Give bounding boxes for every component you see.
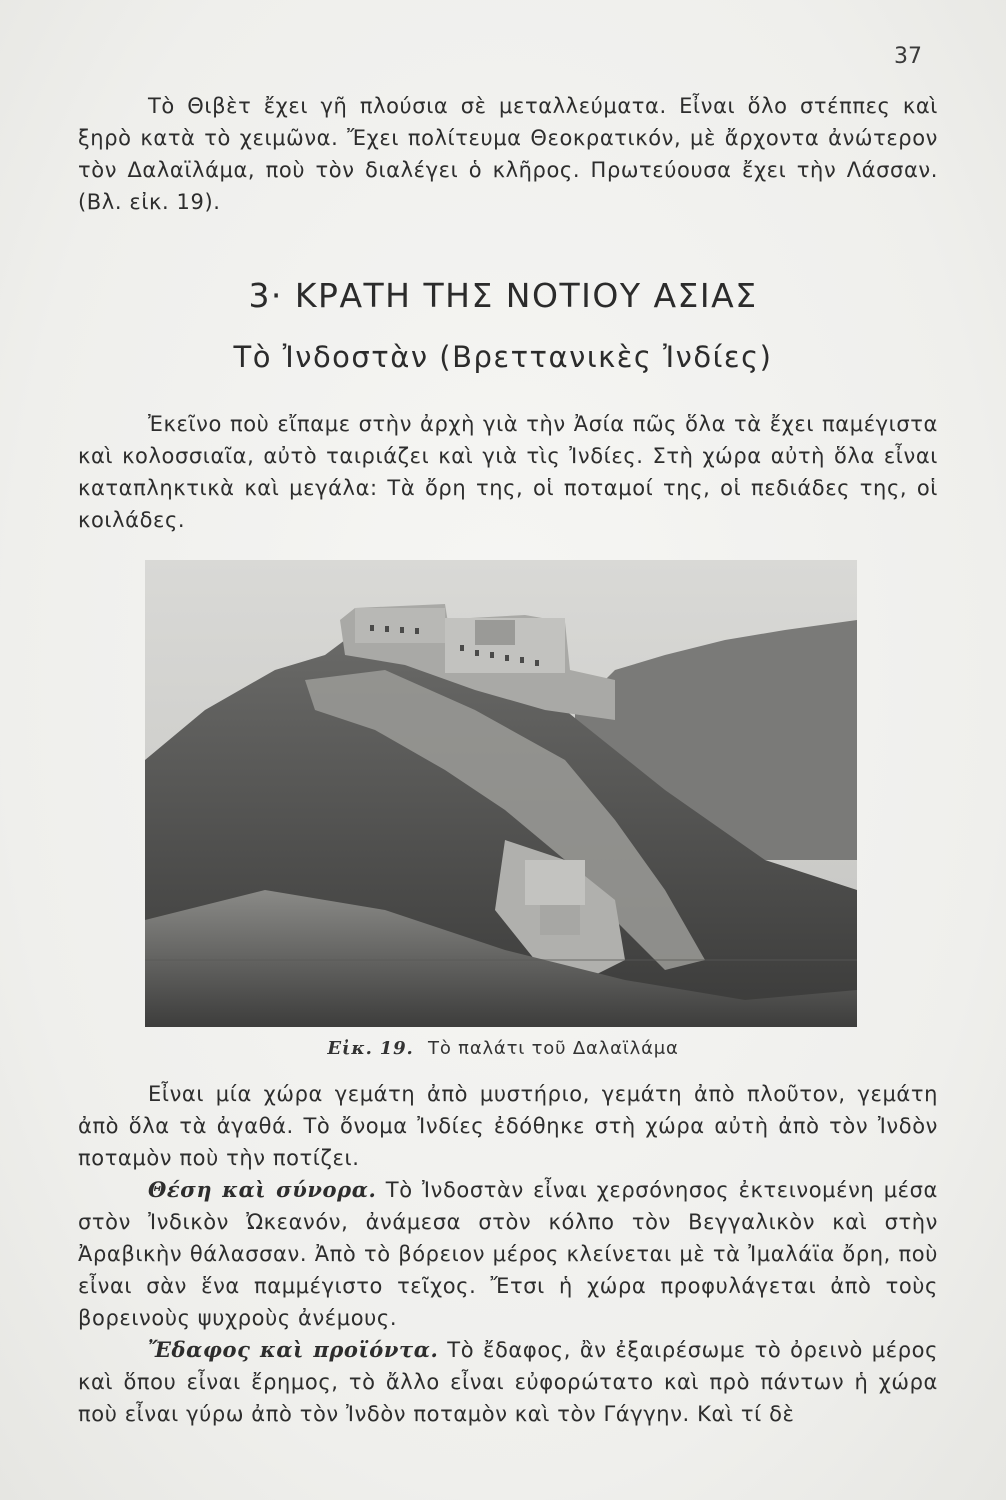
paragraph-2: Ἐκεῖνο ποὺ εἴπαμε στὴν ἀρχὴ γιὰ τὴν Ἀσία πῶς ὅλα τὰ ἔχει παμέγιστα καὶ κολοσσιαῖα, αὐτὸ ταιριάζει καὶ γιὰ τὶς Ἰνδίες. Στὴ χώρα αὐτὴ ὅλα εἶναι καταπληκτικὰ καὶ μεγάλα: Τὰ ὄρη της, οἱ ποταμοί της, οἱ πεδιάδες της, οἱ κοιλάδες. [78, 412, 938, 532]
section-subtitle: Τὸ Ἰνδοστὰν (Βρεττανικὲς Ἰνδίες) [233, 340, 773, 374]
figure-caption-text: Τὸ παλάτι τοῦ Δαλαϊλάμα [428, 1038, 679, 1059]
paragraph-4-text: Τὸ Ἰνδοστὰν εἶναι χερσόνησος ἐκτεινομένη μέσα στὸν Ἰνδικὸν Ὠκεανόν, ἀνάμεσα στὸν κόλπο τὸν Βεγγαλικὸν καὶ στὴν Ἀραβικὴν θάλασσαν. Ἀπὸ τὸ βόρειον μέρος κλείνεται μὲ τὰ Ἰμαλάϊα ὄρη, ποὺ εἶναι σὰν ἕνα παμμέγιστο τεῖχος. Ἔτσι ἡ χώρα προφυλάγεται ἀπὸ τοὺς βορεινοὺς ψυχροὺς ἀνέμους. [78, 1178, 938, 1330]
body-text-block [78, 1078, 938, 1430]
intro-paragraph: Τὸ Θιβὲτ ἔχει γῆ πλούσια σὲ μεταλλεύματα. Εἶναι ὅλο στέππες καὶ ξηρὸ κατὰ τὸ χειμῶνα. Ἔχει πολίτευμα Θεοκρατικόν, μὲ ἄρχοντα ἀνώτερον τὸν Δαλαϊλάμα, ποὺ τὸν διαλέγει ὁ κλῆρος. Πρωτεύουσα ἔχει τὴν Λάσσαν. (Βλ. εἰκ. 19). [78, 94, 938, 214]
figure-caption [0, 1038, 1006, 1059]
figure-palace-photo [145, 560, 857, 1027]
palace-photo-illustration [145, 560, 857, 1027]
paragraph-5-text: Τὸ ἔδαφος, ἂν ἐξαιρέσωμε τὸ ὀρεινὸ μέρος καὶ ὅπου εἶναι ἔρημος, τὸ ἄλλο εἶναι εὐφορώτατο καὶ πρὸ πάντων ἡ χώρα ποὺ εἶναι γύρω ἀπὸ τὸν Ἰνδὸν ποταμὸν καὶ τὸν Γάγγην. Καὶ τί δὲ [78, 1338, 938, 1426]
section-title: 3· ΚΡΑΤΗ ΤΗΣ ΝΟΤΙΟΥ ΑΣΙΑΣ [248, 276, 758, 315]
paragraph-4-lead: Θέση καὶ σύνορα. [148, 1177, 377, 1202]
page-number: 37 [894, 44, 922, 69]
intro-paragraph-block [78, 90, 938, 218]
paragraph-2-block [78, 408, 938, 536]
paragraph-5 [78, 1334, 938, 1430]
paragraph-3: Εἶναι μία χώρα γεμάτη ἀπὸ μυστήριο, γεμάτη ἀπὸ πλοῦτον, γεμάτη ἀπὸ ὅλα τὰ ἀγαθά. Τὸ ὄνομα Ἰνδίες ἐδόθηκε στὴ χώρα αὐτὴ ἀπὸ τὸν Ἰνδὸν ποταμὸν ποὺ τὴν ποτίζει. [78, 1082, 938, 1170]
figure-label: Εἰκ. 19. [327, 1038, 414, 1059]
paragraph-4 [78, 1174, 938, 1334]
paragraph-5-lead: Ἔδαφος καὶ προϊόντα. [148, 1337, 439, 1362]
